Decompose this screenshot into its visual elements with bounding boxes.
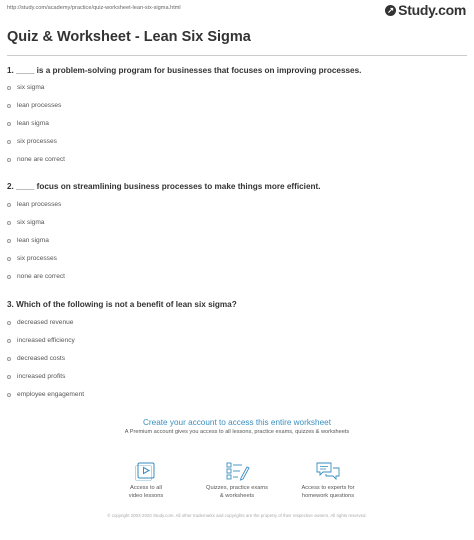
radio-icon[interactable] — [7, 122, 11, 126]
top-bar — [0, 0, 474, 22]
chat-bubbles-icon — [314, 460, 342, 482]
title-divider — [7, 55, 467, 56]
option-label: six sigma — [17, 219, 45, 226]
option-label: increased efficiency — [17, 337, 75, 344]
option-label: lean sigma — [17, 237, 49, 244]
option[interactable] — [7, 373, 65, 380]
cta-subtitle: A Premium account gives you access to all lessons, practice exams, quizzes & worksheets — [124, 429, 350, 435]
option-label: increased profits — [17, 373, 66, 380]
radio-icon[interactable] — [7, 104, 11, 108]
radio-icon[interactable] — [7, 158, 11, 162]
feature-label-line: homework questions — [301, 492, 355, 499]
radio-icon[interactable] — [7, 140, 11, 144]
option[interactable] — [7, 84, 44, 91]
option-label: decreased revenue — [17, 319, 74, 326]
option-label: six processes — [17, 255, 57, 262]
option-label: none are correct — [17, 156, 66, 163]
option[interactable] — [7, 391, 84, 398]
option-label: six processes — [17, 138, 57, 145]
radio-icon[interactable] — [7, 275, 11, 279]
option[interactable] — [7, 138, 57, 145]
logo-text: Study.com — [398, 2, 466, 18]
quiz-checklist-icon — [223, 460, 251, 482]
option[interactable] — [7, 337, 75, 344]
option[interactable] — [7, 102, 61, 109]
study-logo[interactable] — [385, 2, 466, 18]
radio-icon[interactable] — [7, 239, 11, 243]
question-3-text-end: a benefit of lean six sigma? — [127, 300, 237, 309]
feature-experts — [273, 460, 383, 500]
radio-icon[interactable] — [7, 393, 11, 397]
question-2: 2. ____ focus on streamlining business processes to make things more efficient. — [7, 182, 321, 191]
question-3 — [7, 300, 237, 309]
option[interactable] — [7, 255, 57, 262]
option[interactable] — [7, 237, 49, 244]
option-label: lean sigma — [17, 120, 49, 127]
question-1: 1. ____ is a problem-solving program for businesses that focuses on improving processes. — [7, 66, 362, 75]
feature-label-line: Access to experts for — [301, 485, 355, 491]
feature-label-line: & worksheets — [219, 492, 255, 499]
radio-icon[interactable] — [7, 339, 11, 343]
page-url: http://study.com/academy/practice/quiz-worksheet-lean-six-sigma.html — [7, 5, 181, 11]
option[interactable] — [7, 156, 65, 163]
option-label: decreased costs — [17, 355, 66, 362]
option[interactable] — [7, 201, 61, 208]
radio-icon[interactable] — [7, 321, 11, 325]
copyright-footer: © copyright 2003-2020 Study.com. All other trademarks and copyrights are the property of their respective owners. All rights reserved. — [107, 513, 367, 518]
video-lesson-icon — [132, 460, 160, 482]
option-label: none are correct — [17, 273, 66, 280]
feature-label-line: Quizzes, practice exams — [206, 485, 268, 491]
radio-icon[interactable] — [7, 203, 11, 207]
radio-icon[interactable] — [7, 375, 11, 379]
question-3-text-start: 3. Which of the following is — [7, 300, 115, 309]
option[interactable] — [7, 273, 65, 280]
option[interactable] — [7, 319, 73, 326]
feature-label-line: video lessons — [128, 492, 164, 499]
option[interactable] — [7, 120, 49, 127]
logo-circle-icon — [385, 5, 396, 16]
page-title: Quiz & Worksheet - Lean Six Sigma — [7, 29, 251, 45]
radio-icon[interactable] — [7, 86, 11, 90]
option-label: employee engagement — [17, 391, 85, 398]
option-label: six sigma — [17, 84, 45, 91]
option[interactable] — [7, 355, 65, 362]
radio-icon[interactable] — [7, 257, 11, 261]
question-3-emphasis: not — [114, 300, 128, 309]
cta-title-link[interactable]: Create your account to access this entire worksheet — [143, 418, 331, 427]
option-label: lean processes — [17, 102, 62, 109]
create-account-cta — [0, 418, 474, 435]
radio-icon[interactable] — [7, 221, 11, 225]
option[interactable] — [7, 219, 44, 226]
feature-label-line: Access to all — [130, 485, 162, 491]
option-label: lean processes — [17, 201, 62, 208]
feature-label — [273, 485, 383, 500]
radio-icon[interactable] — [7, 357, 11, 361]
